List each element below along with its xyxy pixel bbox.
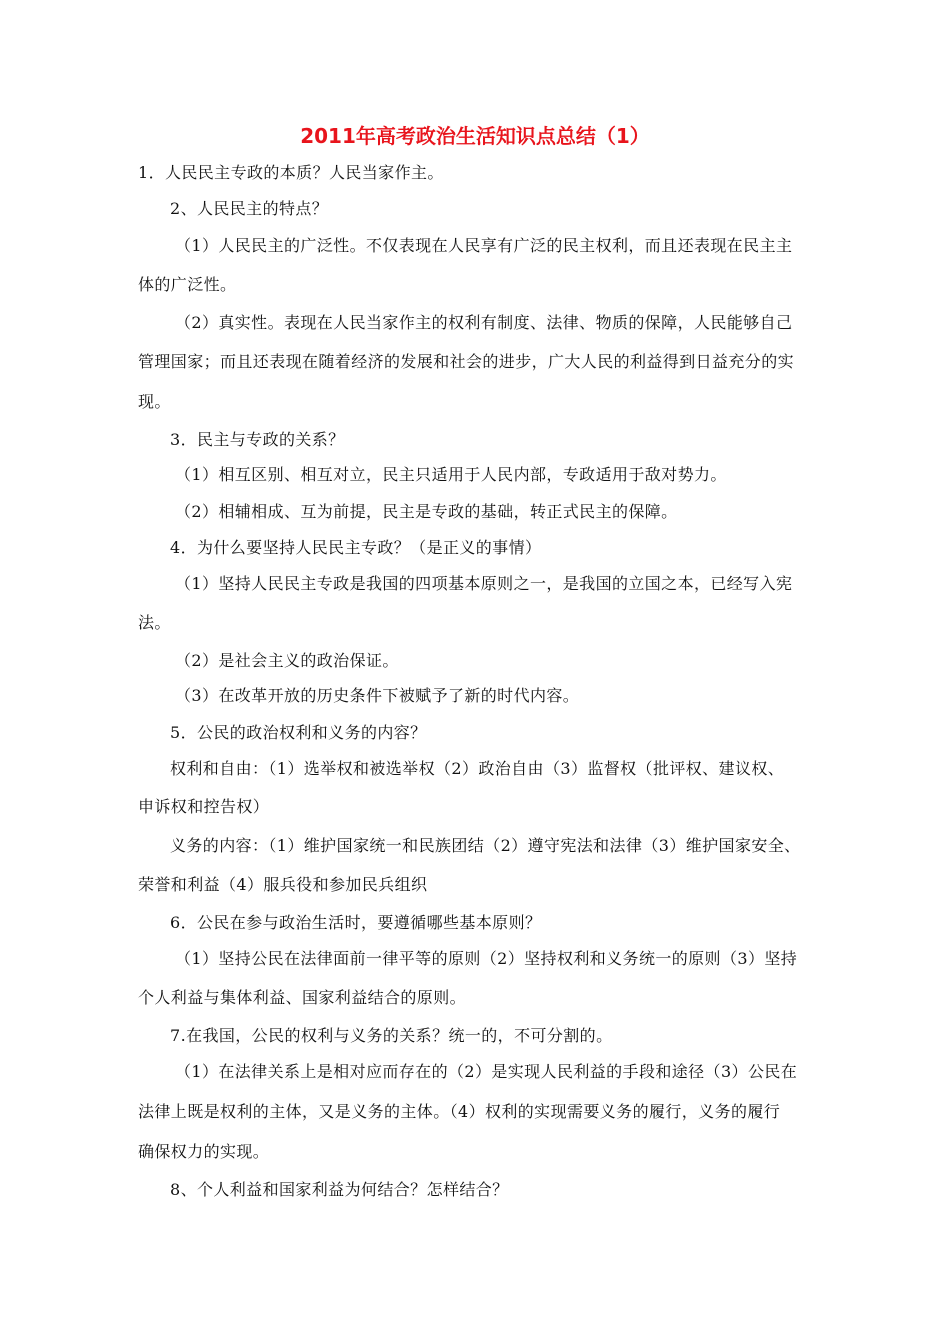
text-line: 3．民主与专政的关系？ [170, 430, 345, 449]
text-line: （3）在改革开放的历史条件下被赋予了新的时代内容。 [175, 686, 580, 705]
text-line: 个人利益与集体利益、国家利益结合的原则。 [138, 988, 467, 1007]
text-line: 管理国家；而且还表现在随着经济的发展和社会的进步，广大人民的利益得到日益充分的实 [138, 352, 795, 371]
text-line: （1）坚持人民民主专政是我国的四项基本原则之一，是我国的立国之本，已经写入宪 [175, 574, 793, 593]
text-line: （1）相互区别、相互对立，民主只适用于人民内部，专政适用于敌对势力。 [175, 465, 727, 484]
text-line: （1）坚持公民在法律面前一律平等的原则（2）坚持权利和义务统一的原则（3）坚持 [175, 949, 798, 968]
text-line: 法。 [138, 613, 171, 632]
text-line: 7.在我国，公民的权利与义务的关系？统一的，不可分割的。 [170, 1026, 613, 1045]
text-line: （2）真实性。表现在人民当家作主的权利有制度、法律、物质的保障，人民能够自己 [175, 313, 793, 332]
text-line: 荣誉和利益（4）服兵役和参加民兵组织 [138, 875, 428, 894]
text-line: 体的广泛性。 [138, 275, 237, 294]
document-title: 2011年高考政治生活知识点总结（1） [300, 124, 650, 148]
text-line: 2、人民民主的特点？ [170, 199, 329, 218]
text-line: 申诉权和控告权） [138, 797, 270, 816]
text-line: （1）人民民主的广泛性。不仅表现在人民享有广泛的民主权利，而且还表现在民主主 [175, 236, 793, 255]
text-line: 权利和自由：（1）选举权和被选举权（2）政治自由（3）监督权（批评权、建议权、 [170, 759, 785, 778]
text-line: 现。 [138, 392, 171, 411]
text-line: 法律上既是权利的主体，又是义务的主体。（4）权利的实现需要义务的履行，义务的履行 [138, 1102, 781, 1121]
text-line: 1．人民民主专政的本质？人民当家作主。 [138, 163, 444, 182]
text-line: 8、个人利益和国家利益为何结合？怎样结合？ [170, 1180, 509, 1199]
text-line: 6．公民在参与政治生活时，要遵循哪些基本原则？ [170, 913, 542, 932]
text-line: （2）相辅相成、互为前提，民主是专政的基础，转正式民主的保障。 [175, 502, 678, 521]
text-line: （1）在法律关系上是相对应而存在的（2）是实现人民利益的手段和途径（3）公民在 [175, 1062, 798, 1081]
text-line: 4．为什么要坚持人民民主专政？（是正义的事情） [170, 538, 542, 557]
text-line: 义务的内容：（1）维护国家统一和民族团结（2）遵守宪法和法律（3）维护国家安全、 [170, 836, 801, 855]
text-line: 确保权力的实现。 [138, 1142, 270, 1161]
text-line: 5．公民的政治权利和义务的内容？ [170, 723, 427, 742]
text-line: （2）是社会主义的政治保证。 [175, 651, 399, 670]
